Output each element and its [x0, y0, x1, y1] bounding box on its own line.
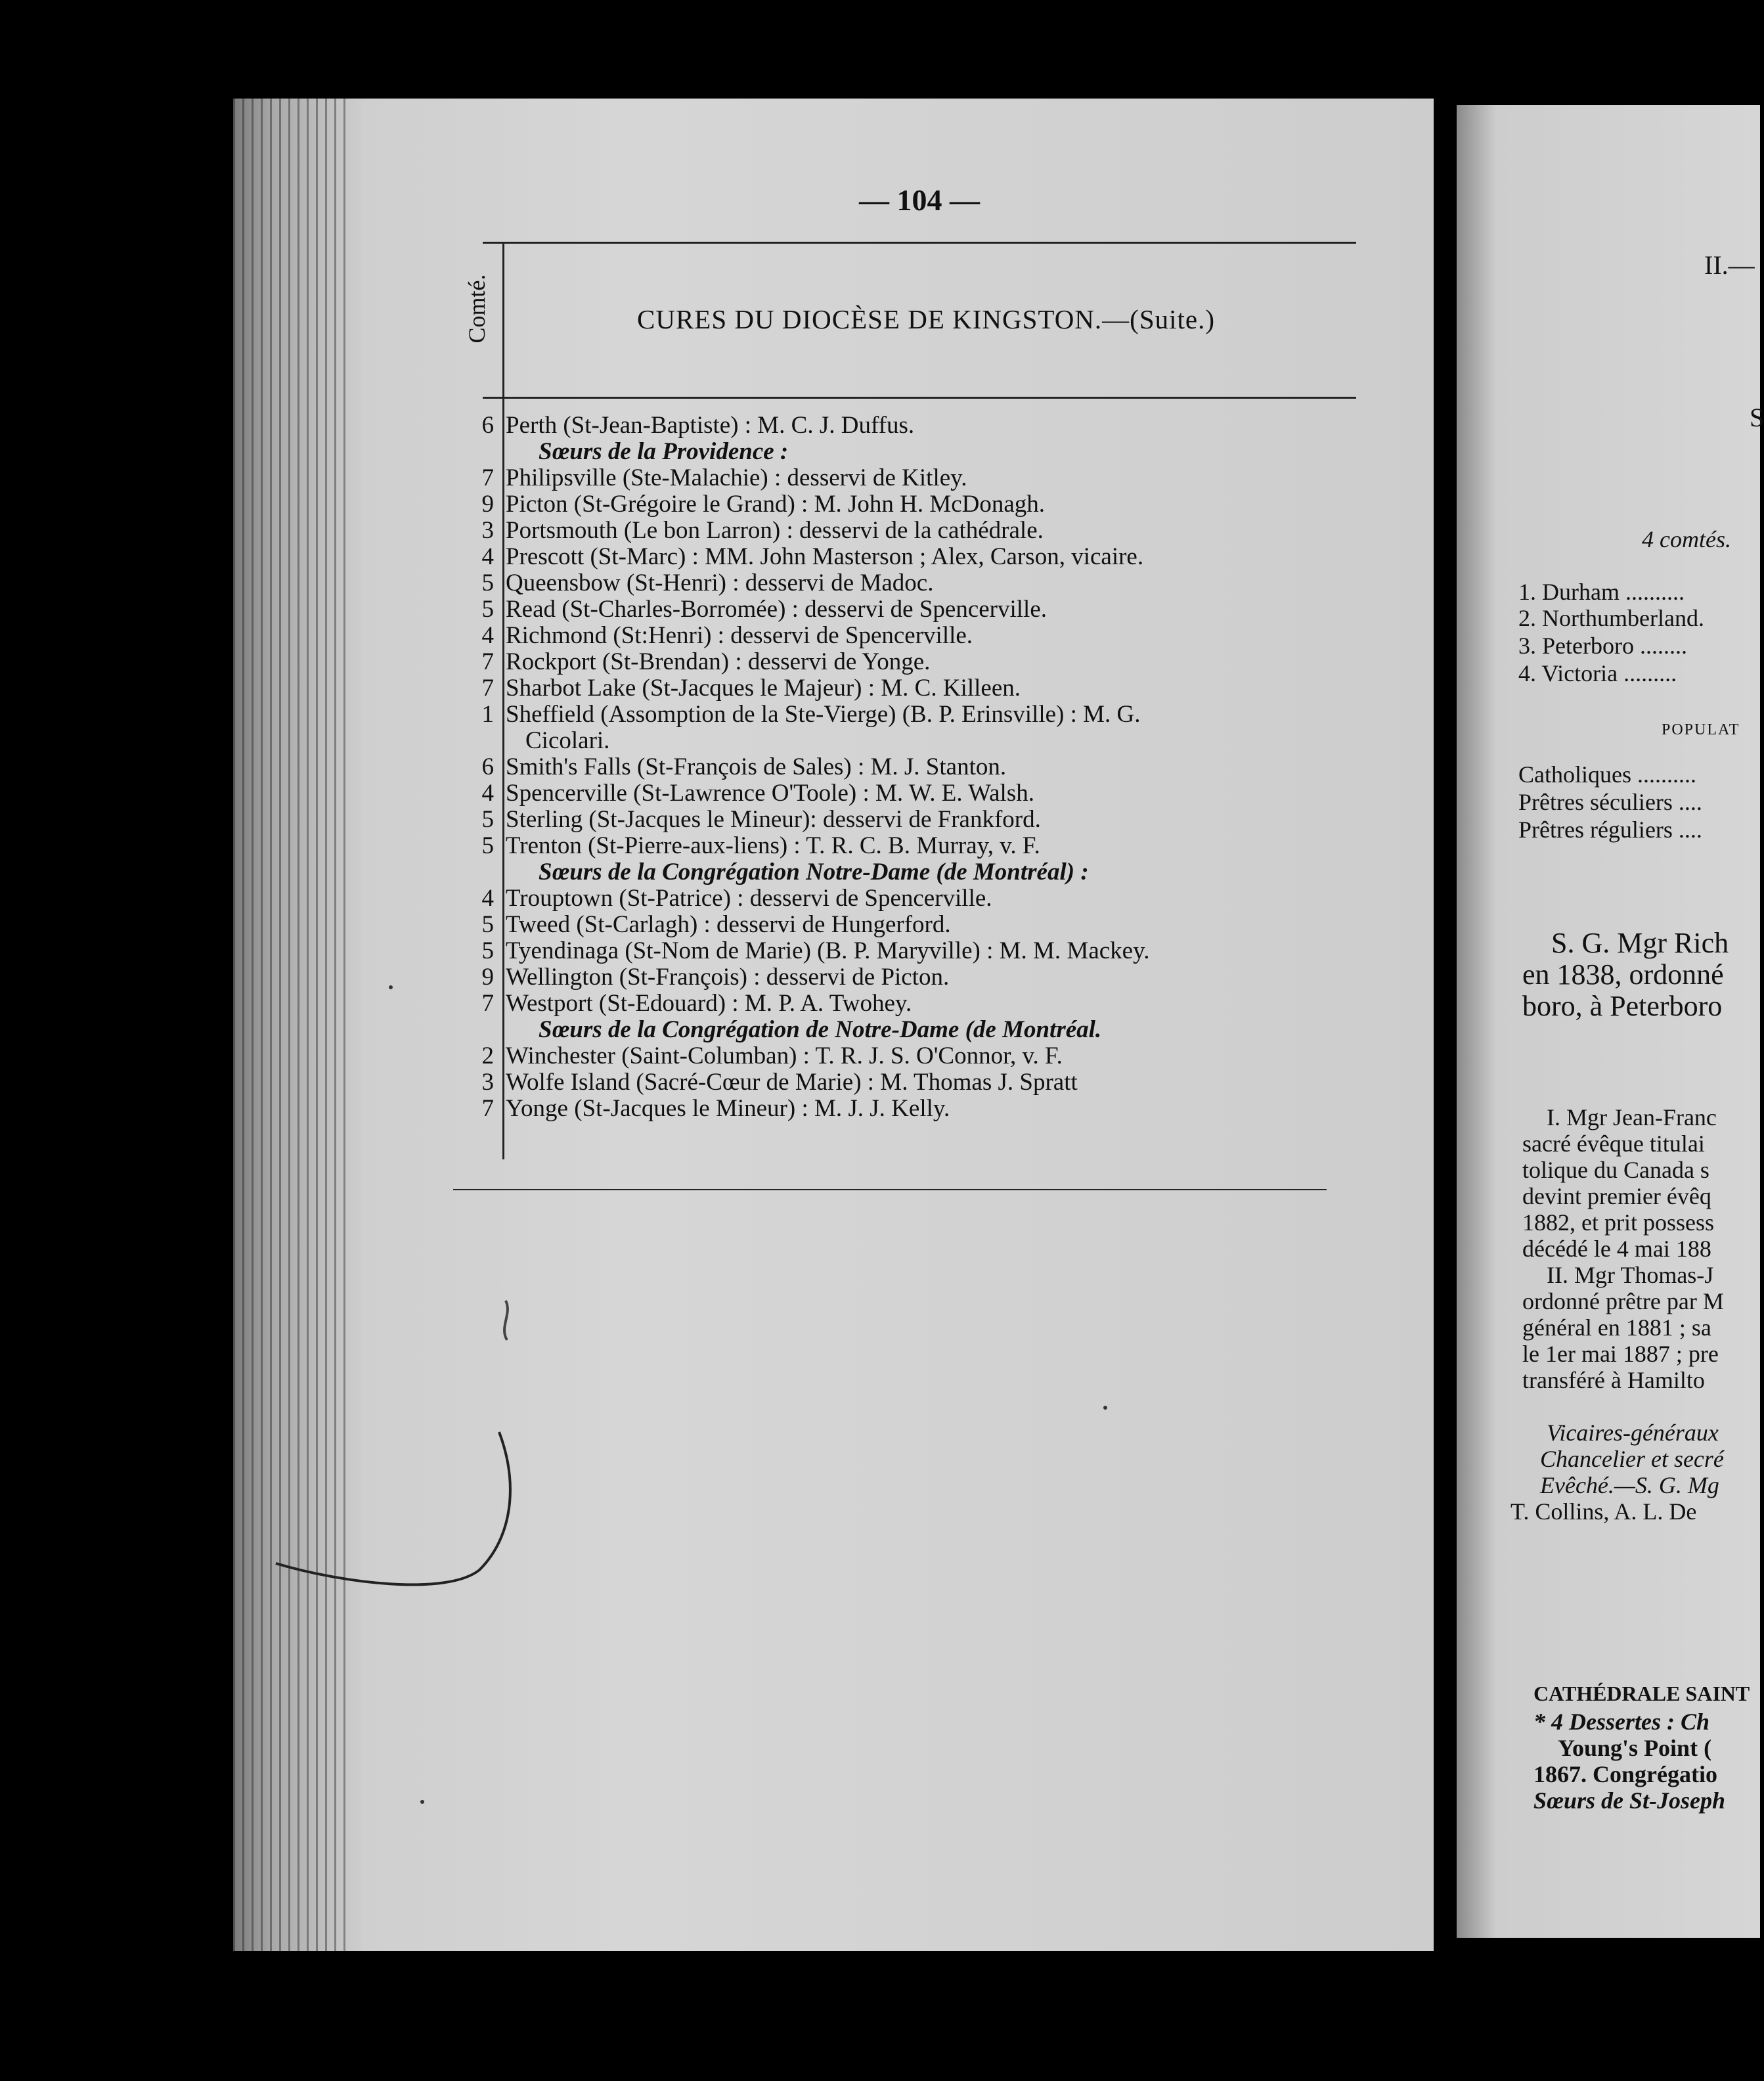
- bio-line: II. Mgr Thomas-J: [1547, 1262, 1714, 1288]
- entry-text: Philipsville (Ste-Malachie) : desservi de Kitley.: [506, 464, 967, 491]
- parish-entry: [474, 885, 1341, 912]
- county-number: 4: [481, 780, 494, 807]
- vicar-line: Evêché.—S. G. Mg: [1540, 1472, 1719, 1498]
- entry-text: Picton (St-Grégoire le Grand) : M. John H. McDonagh.: [506, 491, 1046, 518]
- entry-text: Portsmouth (Le bon Larron) : desservi de la cathédrale.: [506, 517, 1044, 544]
- parish-entry: [474, 991, 1341, 1017]
- cathedral-line: 1867. Congrégatio: [1533, 1761, 1717, 1787]
- parish-entry: [474, 623, 1341, 649]
- page-number: — 104 —: [859, 183, 980, 217]
- county-line: 4. Victoria .........: [1518, 660, 1677, 686]
- comtes-count: 4 comtés.: [1642, 526, 1731, 552]
- parish-entry: [474, 1096, 1341, 1122]
- entry-text: Smith's Falls (St-François de Sales) : M. J. Stanton.: [506, 753, 1007, 780]
- parish-entry: [474, 675, 1341, 702]
- vicar-line: T. Collins, A. L. De: [1510, 1498, 1697, 1525]
- population-row: Prêtres réguliers ....: [1518, 817, 1702, 843]
- bio-line: général en 1881 ; sa: [1522, 1314, 1711, 1341]
- entry-text: Perth (St-Jean-Baptiste) : M. C. J. Duffus.: [506, 412, 915, 439]
- religious-order-line: [474, 1017, 1341, 1043]
- cathedral-line: Young's Point (: [1558, 1735, 1712, 1761]
- entry-text: Queensbow (St-Henri) : desservi de Madoc.: [506, 570, 934, 596]
- parish-entry: [474, 570, 1341, 596]
- bio-line: devint premier évêq: [1522, 1183, 1711, 1209]
- parish-entry: [474, 938, 1341, 964]
- entry-text: Wellington (St-François) : desservi de Picton.: [506, 964, 950, 991]
- parish-entry: [474, 1043, 1341, 1069]
- county-line: 2. Northumberland.: [1518, 605, 1704, 631]
- county-number: 3: [481, 1069, 494, 1096]
- county-number: 3: [481, 517, 494, 544]
- religious-order-line: [474, 859, 1341, 885]
- religious-order-line: [474, 439, 1341, 465]
- county-number: 2: [481, 1042, 494, 1069]
- county-number: 9: [481, 964, 494, 991]
- entry-text: Trouptown (St-Patrice) : desservi de Spencerville.: [506, 885, 992, 912]
- county-number: 5: [481, 911, 494, 938]
- header-rule: [483, 397, 1356, 399]
- parish-entry: [474, 912, 1341, 938]
- entry-text: Sheffield (Assomption de la Ste-Vierge) (B. P. Erinsville) : M. G.: [506, 701, 1141, 728]
- bishop-line: boro, à Peterboro: [1522, 990, 1723, 1022]
- entry-text: Tyendinaga (St-Nom de Marie) (B. P. Maryville) : M. M. Mackey.: [506, 937, 1150, 964]
- parish-entry: [474, 649, 1341, 675]
- entry-text: Tweed (St-Carlagh) : desservi de Hungerford.: [506, 911, 951, 938]
- top-rule: [483, 242, 1356, 244]
- right-s-fragment: S: [1750, 403, 1764, 432]
- bio-line: transféré à Hamilto: [1522, 1367, 1705, 1393]
- entry-text: Yonge (St-Jacques le Mineur) : M. J. J. Kelly.: [506, 1095, 950, 1122]
- entry-text: Sharbot Lake (St-Jacques le Majeur) : M. C. Killeen.: [506, 675, 1021, 702]
- bio-line: le 1er mai 1887 ; pre: [1522, 1341, 1719, 1367]
- entry-text: Winchester (Saint-Columban) : T. R. J. S. O'Connor, v. F.: [506, 1042, 1063, 1069]
- county-number: 5: [481, 596, 494, 623]
- cathedral-line: CATHÉDRALE SAINT: [1533, 1682, 1750, 1705]
- county-number: 7: [481, 990, 494, 1017]
- county-number: 7: [481, 464, 494, 491]
- parish-entry: [474, 413, 1341, 439]
- section-title: CURES DU DIOCÈSE DE KINGSTON.—(Suite.): [636, 304, 1216, 334]
- parish-entry: [474, 807, 1341, 833]
- county-number: 6: [481, 753, 494, 780]
- county-number: 7: [481, 1095, 494, 1122]
- vicar-line: Vicaires-généraux: [1547, 1420, 1719, 1446]
- entry-text: Prescott (St-Marc) : MM. John Masterson ; Alex, Carson, vicaire.: [506, 543, 1144, 570]
- bishop-line: en 1838, ordonné: [1522, 958, 1724, 991]
- bio-line: 1882, et prit possess: [1522, 1209, 1714, 1236]
- parish-entry: [474, 596, 1341, 623]
- county-number: 7: [481, 675, 494, 702]
- entry-text: Sœurs de la Congrégation Notre-Dame (de Montréal) :: [539, 859, 1089, 885]
- county-number: 9: [481, 491, 494, 518]
- entry-text: Richmond (St:Henri) : desservi de Spencerville.: [506, 622, 973, 649]
- entry-text: Sterling (St-Jacques le Mineur): desservi de Frankford.: [506, 806, 1041, 833]
- county-line: 1. Durham ..........: [1518, 579, 1685, 605]
- bishop-line: S. G. Mgr Rich: [1551, 927, 1729, 959]
- ink-speck: [389, 985, 393, 989]
- county-number: 6: [481, 412, 494, 439]
- bottom-rule: [453, 1189, 1327, 1190]
- county-number: 5: [481, 806, 494, 833]
- county-number: 5: [481, 570, 494, 596]
- parish-entry: [474, 780, 1341, 807]
- entry-text: Rockport (St-Brendan) : desservi de Yonge.: [506, 648, 931, 675]
- column-header-county: Comté.: [464, 274, 490, 344]
- entry-text: Trenton (St-Pierre-aux-liens) : T. R. C. B. Murray, v. F.: [506, 832, 1040, 859]
- entry-text: Read (St-Charles-Borromée) : desservi de Spencerville.: [506, 596, 1047, 623]
- bio-line: tolique du Canada s: [1522, 1157, 1709, 1183]
- vicar-line: Chancelier et secré: [1540, 1446, 1724, 1472]
- parish-entry: [474, 518, 1341, 544]
- entry-text: Sœurs de la Congrégation de Notre-Dame (de Montréal.: [539, 1016, 1102, 1043]
- parish-entry: [474, 544, 1341, 570]
- bio-line: décédé le 4 mai 188: [1522, 1236, 1711, 1262]
- parish-entry: [474, 833, 1341, 859]
- ink-mark: [263, 1287, 525, 1721]
- cathedral-line: Sœurs de St-Joseph: [1533, 1787, 1726, 1814]
- county-number: 4: [481, 885, 494, 912]
- ink-speck: [1103, 1406, 1107, 1410]
- cathedral-line: * 4 Dessertes : Ch: [1533, 1709, 1709, 1735]
- population-row: Catholiques ..........: [1518, 761, 1696, 788]
- parish-entry: [474, 964, 1341, 991]
- parish-entry: [474, 754, 1341, 780]
- bio-line: I. Mgr Jean-Franc: [1547, 1104, 1717, 1130]
- county-number: 7: [481, 648, 494, 675]
- ink-speck: [420, 1800, 424, 1804]
- entry-text: Spencerville (St-Lawrence O'Toole) : M. W. E. Walsh.: [506, 780, 1034, 807]
- entry-text: Westport (St-Edouard) : M. P. A. Twohey.: [506, 990, 912, 1017]
- county-number: 5: [481, 937, 494, 964]
- right-heading: II.—: [1704, 250, 1755, 280]
- county-number: 4: [481, 622, 494, 649]
- parish-list: [474, 413, 1341, 1122]
- county-number: 5: [481, 832, 494, 859]
- county-number: 4: [481, 543, 494, 570]
- bio-line: sacré évêque titulai: [1522, 1130, 1705, 1157]
- parish-entry: [474, 491, 1341, 518]
- parish-entry: [474, 1069, 1341, 1096]
- entry-continuation: Cicolari.: [525, 727, 610, 754]
- population-heading: POPULAT: [1662, 721, 1740, 738]
- bio-line: ordonné prêtre par M: [1522, 1288, 1724, 1314]
- entry-text: Wolfe Island (Sacré-Cœur de Marie) : M. Thomas J. Spratt: [506, 1069, 1078, 1096]
- county-number: 1: [481, 701, 494, 728]
- county-line: 3. Peterboro ........: [1518, 633, 1687, 659]
- population-row: Prêtres séculiers ....: [1518, 789, 1702, 815]
- entry-text: Sœurs de la Providence :: [539, 438, 789, 465]
- parish-entry: [474, 465, 1341, 491]
- parish-entry: [474, 702, 1341, 754]
